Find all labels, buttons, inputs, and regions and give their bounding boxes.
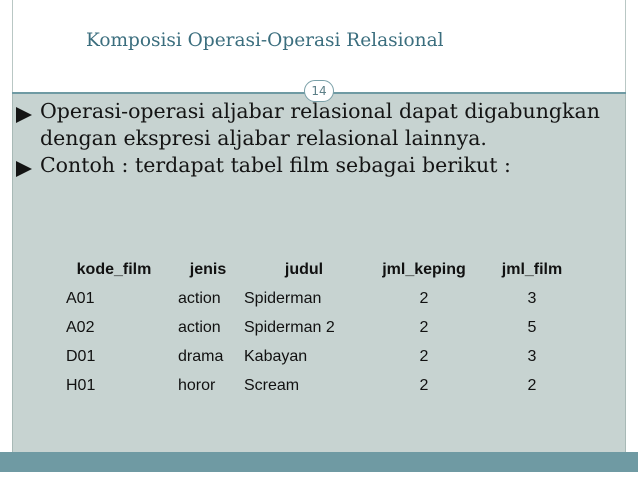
- table-row: [56, 284, 580, 313]
- bullet-arrow-icon: [16, 161, 32, 177]
- cell-jenis: action: [178, 289, 221, 307]
- column-header-kode-film: kode_film: [76, 261, 152, 278]
- cell-kode-film: D01: [66, 347, 96, 365]
- column-header-judul: judul: [284, 261, 324, 278]
- cell-jenis: drama: [178, 347, 224, 365]
- cell-jml-keping: 2: [419, 289, 429, 307]
- cell-judul: Spiderman 2: [244, 318, 335, 336]
- table-row: [56, 371, 580, 400]
- bullet-item: [16, 98, 616, 152]
- cell-kode-film: A01: [66, 289, 95, 307]
- frame-line-left: [12, 0, 13, 92]
- film-table: [56, 256, 580, 400]
- cell-kode-film: H01: [66, 376, 96, 394]
- footer-band: [0, 452, 638, 472]
- page-number-badge: 14: [304, 80, 334, 102]
- table-header-row: [56, 256, 580, 284]
- bullet-item: [16, 152, 616, 179]
- cell-judul: Kabayan: [244, 347, 308, 365]
- cell-jml-keping: 2: [419, 347, 429, 365]
- cell-jml-film: 2: [527, 376, 537, 394]
- footer-edge: [0, 472, 638, 479]
- table-row: [56, 342, 580, 371]
- bullet-arrow-icon: [16, 107, 32, 123]
- column-header-jenis: jenis: [189, 261, 227, 278]
- bullet-text: Contoh : terdapat tabel film sebagai berikut :: [40, 153, 511, 177]
- cell-jml-film: 3: [527, 289, 537, 307]
- cell-judul: Spiderman: [244, 289, 322, 307]
- frame-line-right: [625, 0, 626, 92]
- cell-jenis: horor: [178, 376, 216, 394]
- bullet-list: [16, 98, 616, 179]
- column-header-jml-keping: jml_keping: [382, 261, 466, 278]
- cell-jenis: action: [178, 318, 221, 336]
- cell-jml-keping: 2: [419, 318, 429, 336]
- column-header-jml-film: jml_film: [501, 261, 563, 278]
- cell-jml-keping: 2: [419, 376, 429, 394]
- table-row: [56, 313, 580, 342]
- cell-jml-film: 5: [527, 318, 537, 336]
- cell-kode-film: A02: [66, 318, 95, 336]
- cell-judul: Scream: [244, 376, 300, 394]
- cell-jml-film: 3: [527, 347, 537, 365]
- slide-title: Komposisi Operasi-Operasi Relasional: [86, 30, 444, 51]
- bullet-text: Operasi-operasi aljabar relasional dapat digabungkan dengan ekspresi aljabar relasional lainnya.: [40, 99, 600, 150]
